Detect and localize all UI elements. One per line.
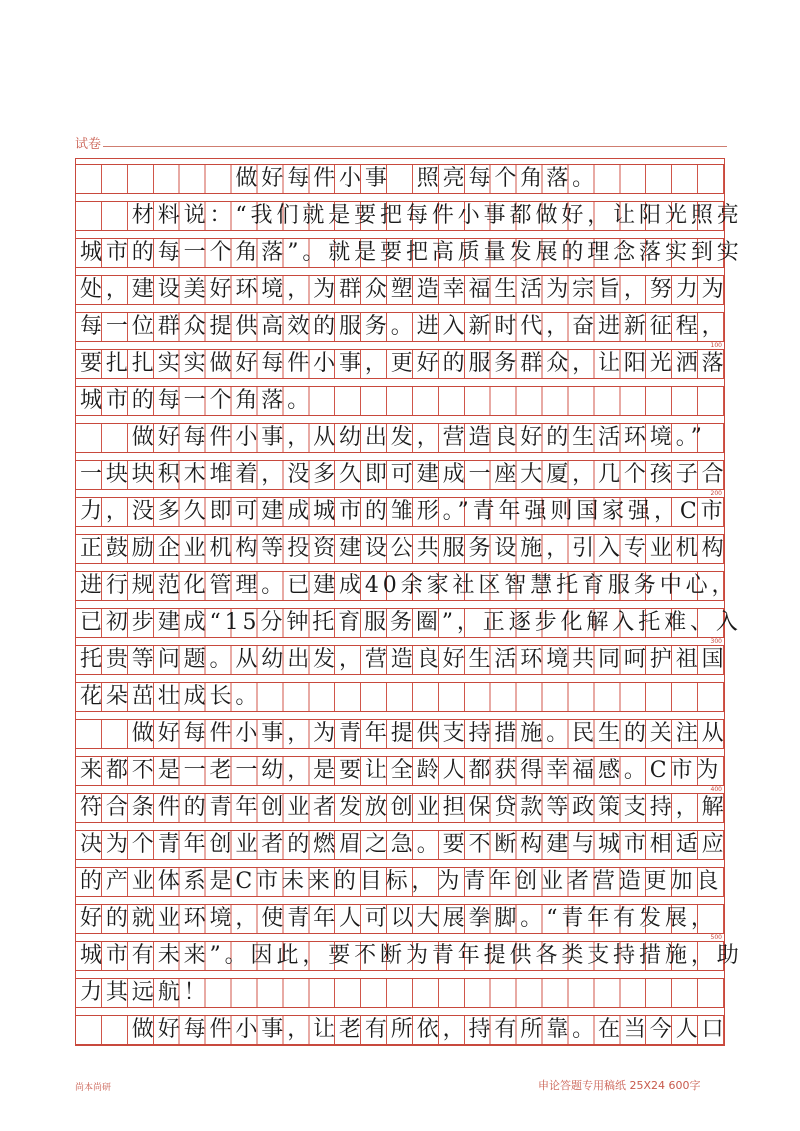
handwritten-line: 好的就业环境，使青年人可以大展拳脚。“青年有发展，: [80, 906, 717, 931]
grid-row: [76, 682, 724, 712]
grid-row: [76, 719, 728, 749]
grid-row: [76, 867, 724, 897]
footer-brand: 尚本尚研: [75, 1083, 112, 1093]
handwritten-line: 花朵茁壮成长。: [80, 684, 262, 709]
handwritten-line: 做好每件小事，为青年提供支持措施。民生的关注从: [80, 721, 728, 746]
handwritten-line: 力其远航！: [80, 980, 210, 1005]
handwritten-line: 一块块积木堆着，没多久即可建成一座大厦，几个孩子合: [80, 462, 728, 487]
handwritten-line: 正鼓励企业机构等投资建设公共服务设施，引入专业机构: [80, 536, 728, 561]
handwritten-line: 处，建设美好环境，为群众塑造幸福生活为宗旨，努力为: [80, 277, 728, 302]
handwritten-line: 要扎扎实实做好每件小事，更好的服务群众，让阳光洒落: [80, 351, 728, 376]
grid-row: [76, 349, 728, 379]
header-label: 试卷: [75, 137, 102, 152]
grid-row: [76, 941, 743, 971]
character-count-mark: 100: [710, 342, 722, 349]
handwritten-line: 力，没多久即可建成城市的雏形。”青年强则国家强，C市: [80, 499, 727, 524]
grid-row: [76, 1015, 728, 1045]
character-count-mark: 200: [710, 490, 722, 497]
grid-row: [76, 645, 728, 675]
handwritten-line: 城市有未来”。因此，要不断为青年提供各类支持措施，助: [80, 943, 743, 968]
handwritten-line: 每一位群众提供高效的服务。进入新时代，奋进新征程，: [80, 314, 728, 339]
character-count-mark: 400: [710, 786, 722, 793]
handwritten-line: 做好每件小事 照亮每个角落。: [80, 166, 599, 191]
character-count-mark: 500: [710, 934, 722, 941]
grid-row: [76, 386, 724, 416]
grid-row: [76, 201, 743, 231]
grid-row: [76, 904, 724, 934]
grid-row: [76, 275, 728, 305]
grid-row: [76, 164, 724, 194]
grid-row: [76, 608, 742, 638]
handwritten-line: 已初步建成“15分钟托育服务圈”，正逐步化解入托难、入: [80, 610, 742, 635]
answer-grid: [75, 158, 743, 1046]
grid-row: [76, 497, 727, 527]
handwritten-line: 的产业体系是C市未来的目标，为青年创业者营造更加良: [80, 869, 723, 894]
grid-row: [76, 534, 728, 564]
grid-row: [76, 460, 728, 490]
grid-row: [76, 830, 728, 860]
grid-row: [76, 238, 743, 268]
handwritten-line: 来都不是一老一幼，是要让全龄人都获得幸福感。C市为: [80, 758, 723, 783]
handwritten-line: 决为个青年创业者的燃眉之急。要不断构建与城市相适应: [80, 832, 728, 857]
handwritten-line: 城市的每一个角落”。就是要把高质量发展的理念落实到实: [80, 240, 743, 265]
handwritten-line: 材料说：“我们就是要把每件小事都做好，让阳光照亮: [80, 203, 743, 228]
footer-sheet-info: 申论答题专用稿纸 25X24 600字: [538, 1079, 701, 1092]
grid-row: [76, 312, 728, 342]
handwritten-line: 托贵等问题。从幼出发，营造良好生活环境共同呵护祖国: [80, 647, 728, 672]
grid-row: [76, 793, 728, 823]
handwritten-line: 城市的每一个角落。: [80, 388, 314, 413]
handwritten-line: 进行规范化管理。已建成40余家社区智慧托育服务中心，: [80, 573, 738, 598]
character-count-mark: 300: [710, 638, 722, 645]
handwritten-line: 符合条件的青年创业者发放创业担保贷款等政策支持，解: [80, 795, 728, 820]
grid-row: [76, 423, 724, 453]
grid-row: [76, 978, 724, 1008]
handwritten-line: 做好每件小事，让老有所依，持有所靠。在当今人口: [80, 1017, 728, 1042]
header-rule: [103, 146, 727, 147]
grid-row: [76, 756, 724, 786]
grid-row: [76, 571, 738, 601]
handwritten-line: 做好每件小事，从幼出发，营造良好的生活环境。”: [80, 425, 706, 450]
